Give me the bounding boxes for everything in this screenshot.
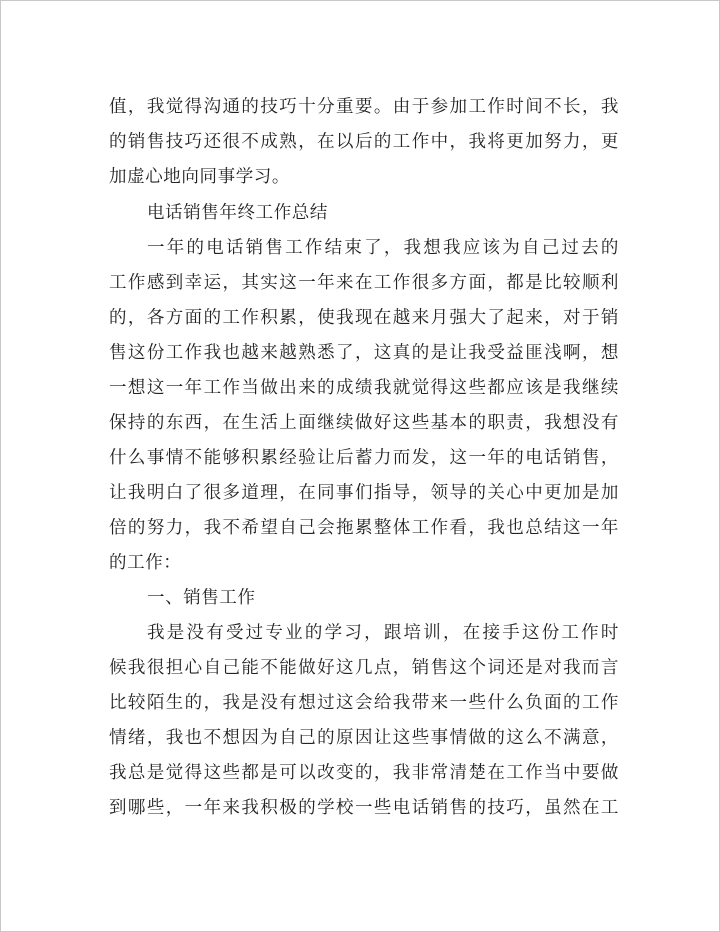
text-line: 我总是觉得这些都是可以改变的，我非常清楚在工作当中要做: [109, 763, 619, 783]
text-line: 我是没有受过专业的学习，跟培训，在接手这份工作时: [147, 623, 619, 643]
text-line: 到哪些，一年来我积极的学校一些电话销售的技巧，虽然在工: [109, 798, 619, 818]
text-line: 的工作：: [109, 553, 182, 573]
text-line: 加虚心地向同事学习。: [109, 167, 290, 187]
text-line: 候我很担心自己能不能做好这几点，销售这个词还是对我而言: [109, 658, 619, 678]
text-line: 什么事情不能够积累经验让后蓄力而发，这一年的电话销售，: [109, 448, 619, 468]
text-line: 倍的努力，我不希望自己会拖累整体工作看，我也总结这一年: [109, 518, 619, 538]
section-heading: 一、销售工作: [147, 588, 256, 608]
text-line: 的销售技巧还很不成熟，在以后的工作中，我将更加努力，更: [109, 132, 619, 152]
section-heading: 电话销售年终工作总结: [147, 203, 328, 223]
text-line: 保持的东西，在生活上面继续做好这些基本的职责，我想没有: [109, 413, 619, 433]
text-line: 值，我觉得沟通的技巧十分重要。由于参加工作时间不长，我: [109, 97, 619, 117]
text-line: 比较陌生的，我是没有想过这会给我带来一些什么负面的工作: [109, 693, 619, 713]
text-line: 的，各方面的工作积累，使我现在越来月强大了起来，对于销: [109, 308, 619, 328]
text-line: 让我明白了很多道理，在同事们指导，领导的关心中更加是加: [109, 483, 619, 503]
text-line: 一想这一年工作当做出来的成绩我就觉得这些都应该是我继续: [109, 378, 619, 398]
text-line: 售这份工作我也越来越熟悉了，这真的是让我受益匪浅啊，想: [109, 343, 619, 363]
text-line: 工作感到幸运，其实这一年来在工作很多方面，都是比较顺利: [109, 273, 619, 293]
text-line: 一年的电话销售工作结束了，我想我应该为自己过去的: [147, 238, 619, 258]
text-line: 情绪，我也不想因为自己的原因让这些事情做的这么不满意，: [109, 728, 619, 748]
